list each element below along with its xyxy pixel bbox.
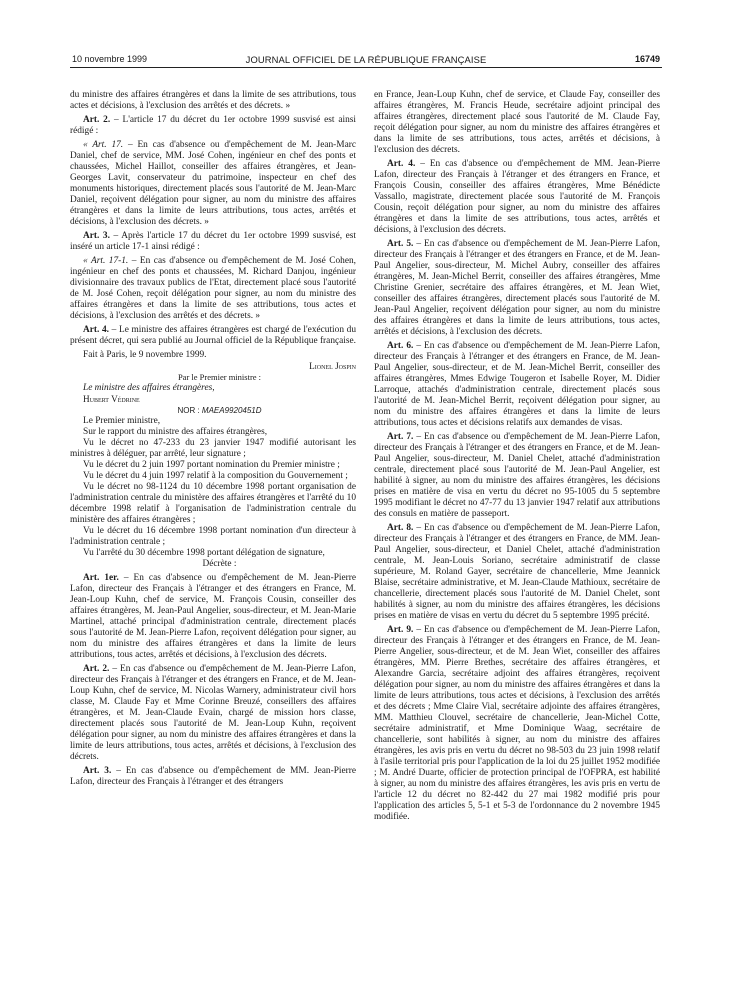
article-label: Art. 4. bbox=[83, 325, 110, 335]
article-paragraph bbox=[374, 341, 660, 429]
article-label: Art. 2. bbox=[83, 115, 111, 125]
journal-title: JOURNAL OFFICIEL DE LA RÉPUBLIQUE FRANÇAISE bbox=[245, 54, 487, 65]
article-text: – En cas d'absence ou d'empêchement de MM. Jean-Pierre Lafon, directeur des Français à l'étranger et des étrangers bbox=[70, 766, 357, 787]
header-rule bbox=[70, 67, 662, 68]
preamble-line: Vu le décret du 16 décembre 1998 portant nomination d'un directeur à l'administration centrale ; bbox=[70, 526, 356, 547]
article-paragraph bbox=[70, 115, 356, 137]
article-label: Art. 4. bbox=[387, 159, 416, 169]
article-label: Art. 6. bbox=[387, 341, 414, 351]
article-paragraph bbox=[70, 140, 356, 228]
article-paragraph bbox=[70, 325, 356, 347]
article-label: Art. 1er. bbox=[83, 573, 119, 583]
article-text: – Après l'article 17 du décret du 1er octobre 1999 susvisé, est inséré un article 17-1 ainsi rédigé : bbox=[70, 231, 356, 252]
signatory-name: Lionel Jospin bbox=[309, 361, 356, 371]
article-label: Art. 7. bbox=[387, 432, 414, 442]
issue-date: 10 novembre 1999 bbox=[72, 54, 148, 64]
place-date: Fait à Paris, le 9 novembre 1999. bbox=[83, 350, 207, 360]
paragraph: du ministre des affaires étrangères et dans la limite de ses attributions, tous actes et décisions, à l'exclusion des arrêtés et des décrets. » bbox=[70, 90, 356, 111]
article-paragraph bbox=[374, 159, 660, 236]
article-label: Art. 5. bbox=[387, 239, 414, 249]
article-paragraph bbox=[70, 573, 356, 661]
article-paragraph bbox=[374, 625, 660, 823]
article-paragraph bbox=[70, 766, 356, 788]
nor-id: MAEA9920451D bbox=[201, 406, 262, 415]
article-text: – En cas d'absence ou d'empêchement de M. Jean-Marc Daniel, chef de service, MM. José Cohen, ingénieur en chef des ponts et chaussées, Michel Haillot, conseiller des affaires étrangères, et Jean-Georges Lavit, conservateur du patrimoine, inspecteur en chef des monuments historiques, directement placés sous l'autorité de M. Jean-Marc Daniel, reçoivent délégation pour signer, au nom du ministre des affaires étrangères et dans la limite de leurs attributions, tous actes, arrêtés et décisions, à l'exclusion des décrets. » bbox=[70, 140, 356, 227]
article-paragraph bbox=[70, 664, 356, 763]
article-text: – En cas d'absence ou d'empêchement de M. Jean-Pierre Lafon, directeur des Français à l'étranger et des étrangers en France, et de M. Jean-Paul Angelier, sous-directeur, M. Michel Aubry, conseiller des affaires étrangères, M. Jean-Michel Berrit, conseiller des affaires étrangères, Mme Christine Grenier, secrétaire des affaires étrangères, et M. Jean Wiet, conseiller des affaires étrangères, directement placés sous l'autorité de M. Jean-Paul Angelier, reçoivent délégation pour signer, au nom du ministre des affaires étrangères et dans la limite de leurs attributions, tous actes, arrêtés et décisions, à l'exclusion des décrets. bbox=[374, 239, 661, 337]
paragraph: en France, Jean-Loup Kuhn, chef de service, et Claude Fay, conseiller des affaires étrangères, M. Francis Heude, secrétaire adjoint principal des affaires étrangères, directement placé sous l'autorité de M. Claude Fay, reçoit délégation pour signer, au nom du ministre des affaires étrangères et dans la limite de ses attributions, tous actes, arrêtés et décisions, à l'exclusion des décrets. bbox=[374, 90, 660, 155]
preamble-line: Vu le décret du 2 juin 1997 portant nomination du Premier ministre ; bbox=[83, 460, 340, 470]
article-text: – En cas d'absence ou d'empêchement de M. Jean-Pierre Lafon, directeur des Français à l'étranger et des étrangers en France, et de M. Jean-Paul Angelier, sous-directeur, M. Daniel Chelet, attaché d'administration centrale, directement placé sous l'autorité de M. Jean-Paul Angelier, est habilité à signer, au nom du ministre des affaires étrangères, les décisions prises en matière de visa en vertu du décret no 95-1005 du 5 septembre 1995 modifiant le décret no 47-77 du 13 janvier 1947 relatif aux attributions des consuls en matière de passeport. bbox=[374, 432, 661, 519]
preamble-line: Vu le décret no 47-233 du 23 janvier 1947 modifié autorisant les ministres à déléguer, par arrêté, leur signature ; bbox=[70, 438, 356, 459]
article-paragraph bbox=[374, 239, 660, 338]
article-paragraph bbox=[70, 231, 356, 253]
article-label: Art. 2. bbox=[83, 664, 110, 674]
preamble-line: Vu l'arrêté du 30 décembre 1998 portant délégation de signature, bbox=[83, 548, 325, 558]
preamble-line: Le Premier ministre, bbox=[83, 416, 161, 426]
signatory-role: Par le Premier ministre : bbox=[177, 372, 262, 382]
article-label: Art. 9. bbox=[387, 625, 414, 635]
preamble-line: Vu le décret no 98-1124 du 10 décembre 1998 portant organisation de l'administration centrale du ministère des affaires étrangères et l'arrêté du 10 décembre 1998 relatif à l'organisation de l'administration centrale du ministère des affaires étrangères ; bbox=[70, 482, 356, 525]
article-label: Art. 3. bbox=[83, 766, 112, 776]
right-column bbox=[374, 90, 660, 823]
article-text: – En cas d'absence ou d'empêchement de M. Jean-Pierre Lafon, directeur des Français à l'étranger et des étrangers en France, de M. Jean-Paul Angelier, sous-directeur, et de M. Jean-Michel Berrit, conseiller des affaires étrangères, Mmes Edwige Tougeron et Isabelle Royer, M. Didier Larroque, attachés d'administration centrale, directement placés sous l'autorité de M. Jean-Michel Berrit, reçoivent délégation pour signer, au nom du ministre des affaires étrangères et dans la limite de leurs attributions, tous actes et décisions relatifs aux demandes de visas. bbox=[374, 341, 661, 428]
article-paragraph bbox=[374, 523, 660, 622]
article-paragraph bbox=[374, 432, 660, 520]
article-label: Art. 8. bbox=[387, 523, 414, 533]
article-text: – En cas d'absence ou d'empêchement de M. Jean-Pierre Lafon, directeur des Français à l'étranger et des étrangers en France, et de M. Jean-Loup Kuhn, chef de service, M. Nicolas Warnery, administrateur civil hors classe, M. Claude Fay et Mme Corinne Breuzé, conseillers des affaires étrangères, et M. Jean-Claude Evain, chargé de mission hors classe, directement placés sous l'autorité de M. Jean-Loup Kuhn, reçoivent délégation pour signer, au nom du ministre des affaires étrangères et dans la limite de leurs attributions, tous actes, arrêtés et décisions, à l'exclusion des décrets. bbox=[70, 664, 357, 762]
decree-heading: Décrète : bbox=[202, 559, 237, 569]
article-label: « Art. 17-1. bbox=[83, 256, 129, 266]
article-text: – En cas d'absence ou d'empêchement de M. José Cohen, ingénieur en chef des ponts et chaussées, M. Richard Danjou, ingénieur divisionnaire des travaux publics de l'Etat, directement placé sous l'autorité de M. José Cohen, reçoit délégation pour signer, au nom du ministre des affaires étrangères et dans la limite de ses attributions, tous actes et décisions, à l'exclusion des arrêtés et des décrets. » bbox=[70, 256, 356, 321]
article-paragraph bbox=[70, 256, 356, 322]
left-column bbox=[70, 90, 356, 788]
nor-reference bbox=[70, 405, 356, 416]
page-number: 16749 bbox=[634, 54, 660, 64]
preamble-line: Vu le décret du 4 juin 1997 relatif à la composition du Gouvernement ; bbox=[83, 471, 348, 481]
minister-title: Le ministre des affaires étrangères, bbox=[83, 383, 215, 393]
article-label: Art. 3. bbox=[83, 231, 110, 241]
preamble-line: Sur le rapport du ministre des affaires étrangères, bbox=[83, 427, 268, 437]
article-text: – En cas d'absence ou d'empêchement de MM. Jean-Pierre Lafon, directeur des Français à l'étranger et des étrangers en France, et François Cousin, conseiller des affaires étrangères, Mme Bénédicte Vassallo, magistrate, directement placée sous l'autorité de M. François Cousin, reçoit délégation pour signer, au nom du ministre des affaires étrangères et dans la limite de ses attributions, tous actes, arrêtés et décisions, à l'exclusion des décrets. bbox=[374, 159, 661, 235]
article-text: – En cas d'absence ou d'empêchement de M. Jean-Pierre Lafon, directeur des Français à l'étranger et des étrangers en France, de M. Jean-Pierre Angelier, sous-directeur, et de M. Jean Wiet, conseiller des affaires étrangères, MM. Pierre Brethes, secrétaire des affaires étrangères, et Alexandre Garcia, secrétaire adjoint des affaires étrangères, reçoivent délégation pour signer, au nom du ministre des affaires étrangères et dans la limite de leurs attributions, tous actes et décisions, à l'exclusion des arrêtés et des décrets ; Mme Claire Vial, secrétaire adjointe des affaires étrangères, MM. Matthieu Clouvel, secrétaire de chancellerie, Jean-Michel Cotte, secrétaire administratif, et Mme Dominique Waag, secrétaire de chancellerie, sont habilités à signer, au nom du ministre des affaires étrangères, les avis pris en vertu du décret no 98-503 du 23 juin 1998 relatif à l'asile territorial pris pour l'application de la loi du 25 juillet 1952 modifiée ; M. André Duarte, officier de protection principal de l'OFPRA, est habilité à signer, au nom du ministre des affaires étrangères, les avis pris en vertu de l'article 12 du décret no 82-442 du 27 mai 1982 modifié pris pour l'application des articles 5, 5-1 et 5-3 de l'ordonnance du 2 novembre 1945 modifiée. bbox=[374, 625, 661, 822]
nor-label: NOR : bbox=[177, 406, 202, 415]
page-header bbox=[72, 54, 660, 68]
article-label: « Art. 17. bbox=[83, 140, 124, 150]
article-text: – En cas d'absence ou d'empêchement de M. Jean-Pierre Lafon, directeur des Français à l'étranger et des étrangers en France, M. Jean-Loup Kuhn, chef de service, M. François Cousin, conseiller des affaires étrangères, M. Jean-Paul Angelier, sous-directeur, et M. Jean-Marie Martinel, attaché principal d'administration centrale, directement placés sous l'autorité de M. Jean-Pierre Lafon, reçoivent délégation pour signer, au nom du ministre des affaires étrangères et dans la limite de leurs attributions, tous actes, arrêtés et décisions, à l'exclusion des décrets. bbox=[70, 573, 356, 660]
article-text: – En cas d'absence ou d'empêchement de M. Jean-Pierre Lafon, directeur des Français à l'étranger et des étrangers en France, de MM. Jean-Paul Angelier, sous-directeur, et Daniel Chelet, attaché d'administration centrale, M. Jean-Louis Soriano, secrétaire administratif de classe supérieure, M. Roland Gayer, secrétaire de chancellerie, Mme Jeannick Blaise, secrétaire administrative, et M. Jean-Claude Mathioux, secrétaire de chancellerie, directement placés sous l'autorité de M. Daniel Chelet, sont habilités à signer, au nom du ministre des affaires étrangères, les décisions prises en matière de visas en vertu du décret du 5 septembre 1995 précité. bbox=[374, 523, 661, 621]
signatory-name: Hubert Védrine bbox=[83, 394, 140, 404]
article-text: – L'article 17 du décret du 1er octobre 1999 susvisé est ainsi rédigé : bbox=[70, 115, 357, 136]
article-text: – Le ministre des affaires étrangères est chargé de l'exécution du présent décret, qui sera publié au Journal officiel de la République française. bbox=[70, 325, 356, 346]
